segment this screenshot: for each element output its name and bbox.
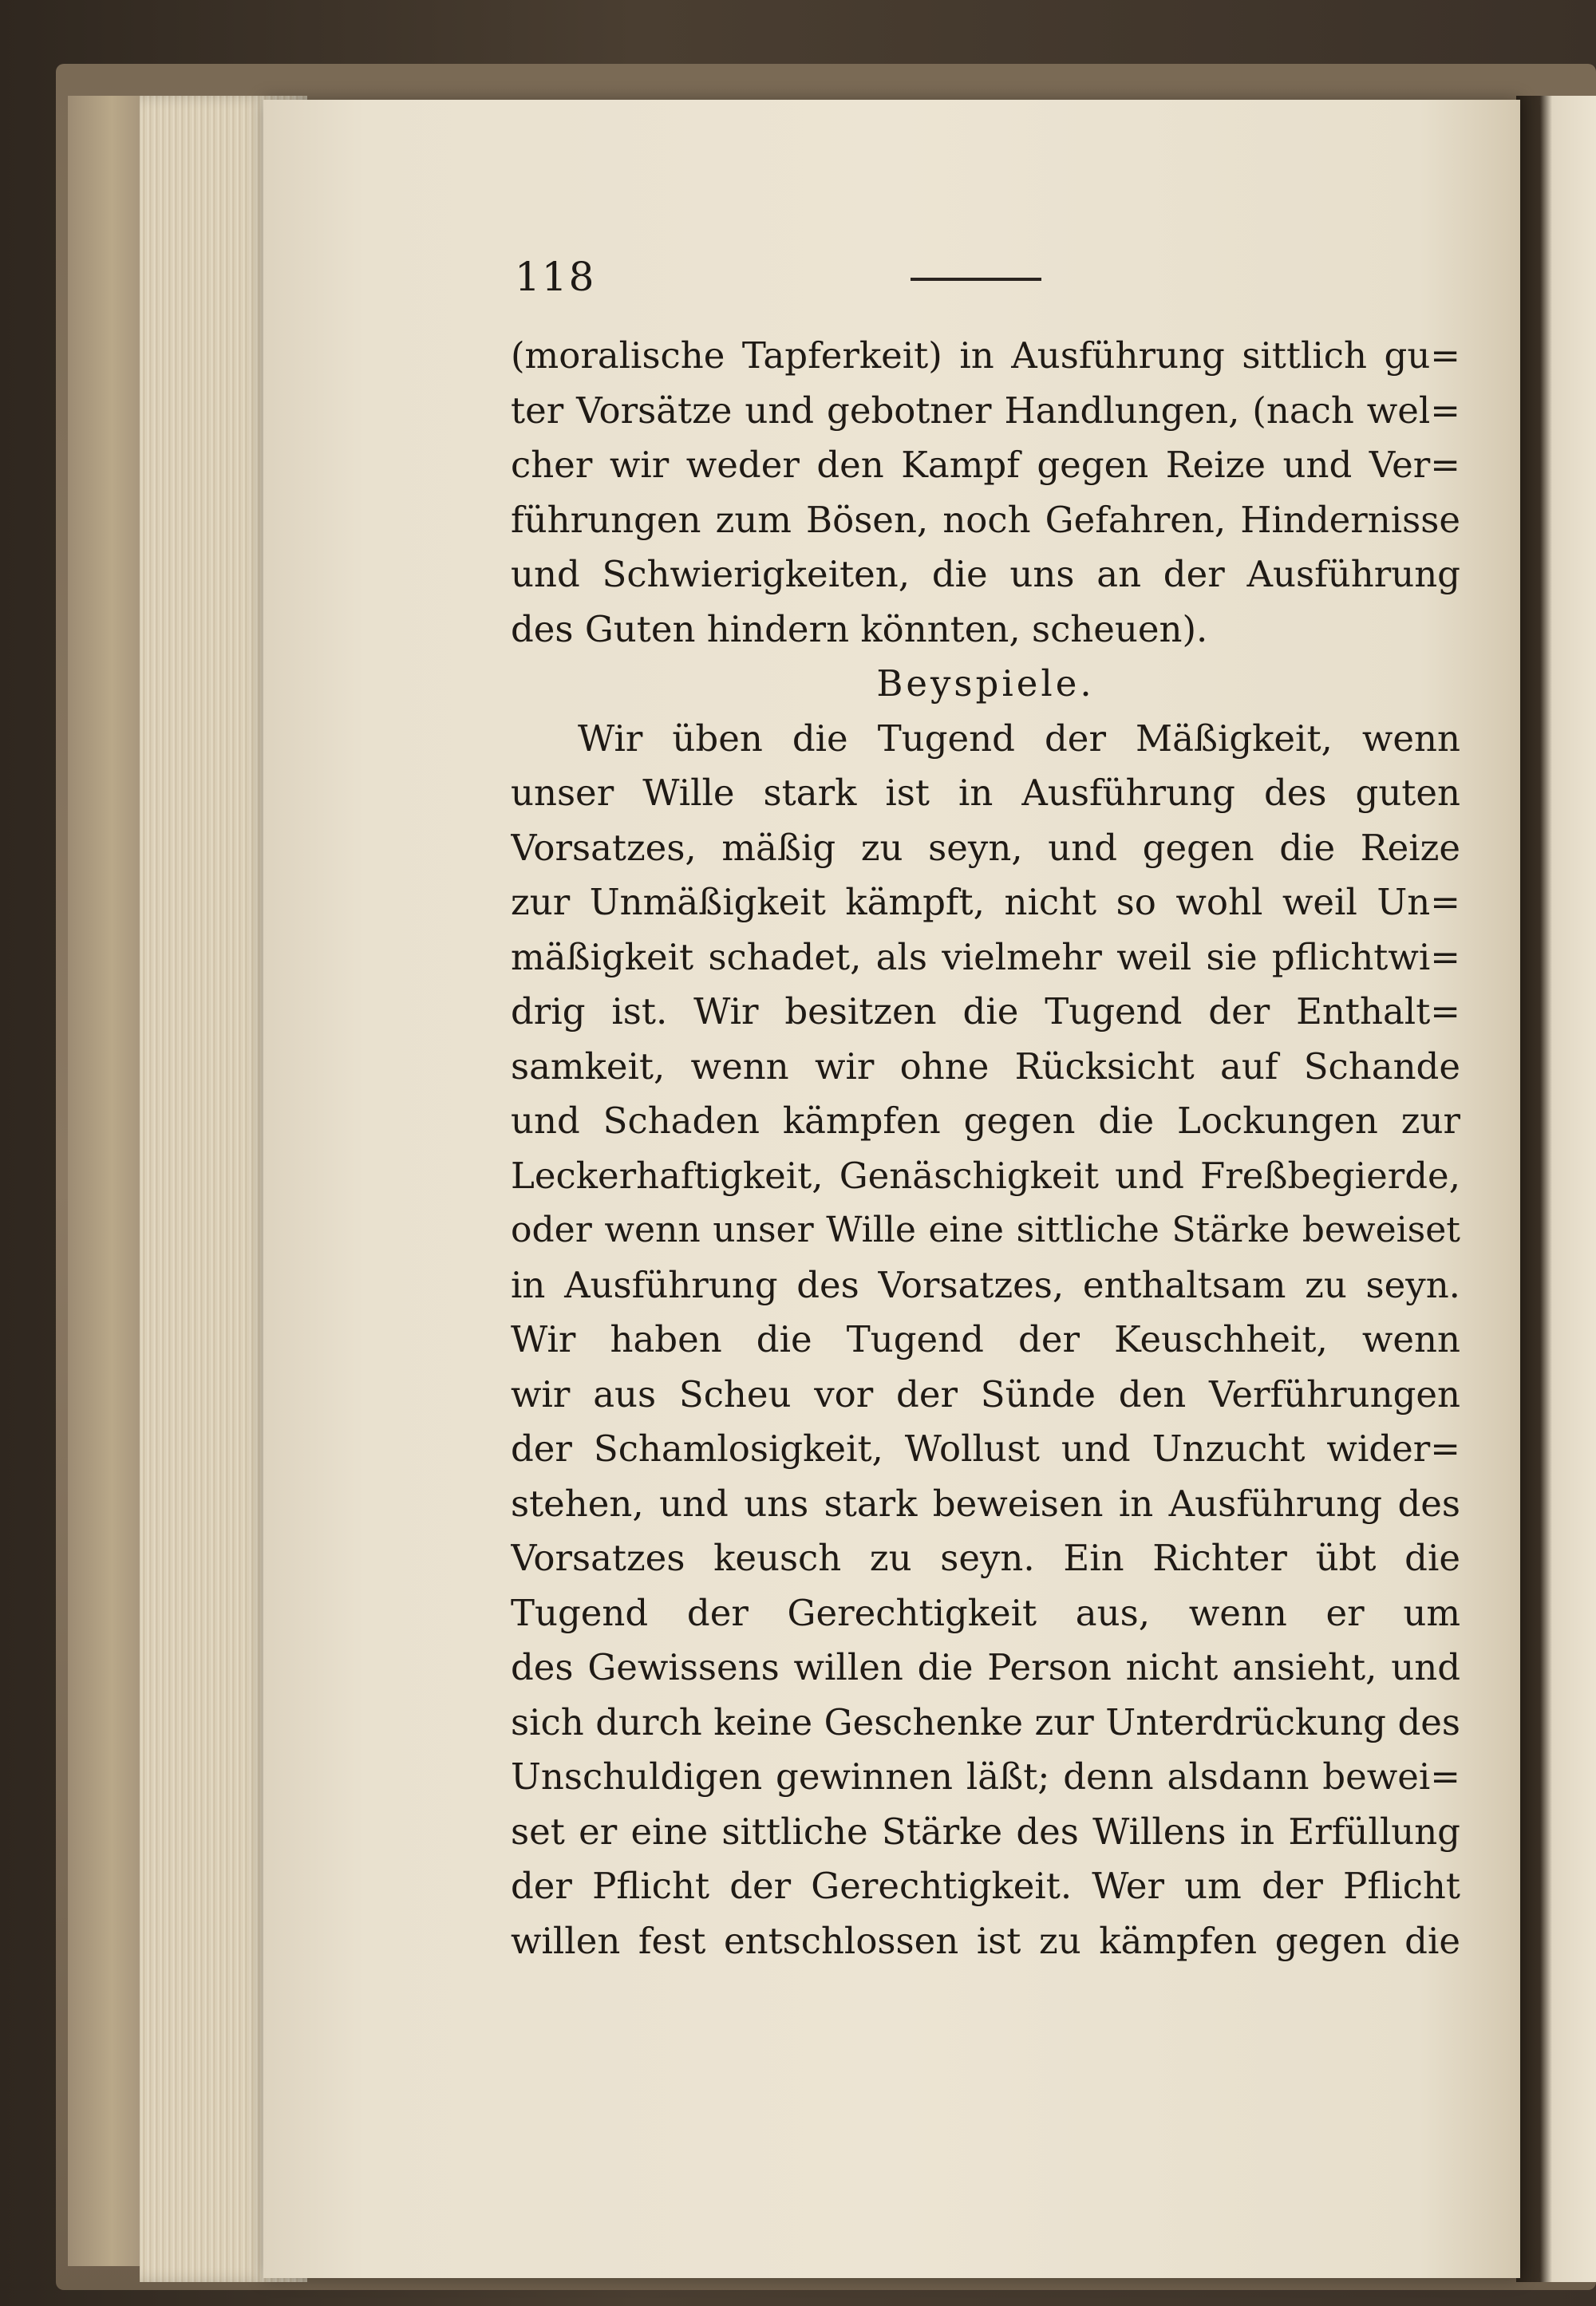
facing-page-edge	[1516, 96, 1596, 2282]
text-line: cher wir weder den Kampf gegen Reize und Ver=	[511, 444, 1460, 486]
text-line: des Guten hindern könnten, scheuen).	[511, 607, 1208, 650]
text-line: sich durch keine Geschenke zur Unterdrückung des	[511, 1700, 1460, 1743]
page-body	[511, 329, 1460, 1968]
cover-edge	[68, 96, 148, 2266]
text-line: der Pflicht der Gerechtigkeit. Wer um der Pflicht	[511, 1865, 1460, 1907]
header-rule	[911, 278, 1041, 281]
text-line: unser Wille stark ist in Ausführung des guten	[511, 772, 1460, 814]
text-line: mäßigkeit schadet, als vielmehr weil sie pflichtwi=	[511, 935, 1460, 978]
text-line: stehen, und uns stark beweisen in Ausführung des	[511, 1482, 1460, 1525]
text-line: (moralische Tapferkeit) in Ausführung sittlich gu=	[511, 334, 1460, 377]
text-line: Leckerhaftigkeit, Genäschigkeit und Freßbegierde,	[511, 1154, 1460, 1197]
text-line: und Schwierigkeiten, die uns an der Ausführung	[511, 553, 1460, 595]
text-line: wir aus Scheu vor der Sünde den Verführungen	[511, 1372, 1460, 1416]
text-line: Vorsatzes keusch zu seyn. Ein Richter übt die	[511, 1537, 1460, 1579]
text-line: in Ausführung des Vorsatzes, enthaltsam zu seyn.	[511, 1263, 1460, 1306]
text-line: des Gewissens willen die Person nicht ansieht, und	[511, 1646, 1460, 1688]
text-line: oder wenn unser Wille eine sittliche Stärke beweiset	[511, 1210, 1460, 1250]
page-header	[515, 254, 1456, 310]
text-line: Wir üben die Tugend der Mäßigkeit, wenn	[578, 717, 1460, 760]
section-heading: Beyspiele.	[876, 662, 1095, 705]
text-line: zur Unmäßigkeit kämpft, nicht so wohl weil Un=	[511, 881, 1460, 923]
text-line: Wir haben die Tugend der Keuschheit, wenn	[511, 1318, 1460, 1360]
text-line: Tugend der Gerechtigkeit aus, wenn er um	[511, 1591, 1460, 1634]
text-line: set er eine sittliche Stärke des Willens in Erfüllung	[511, 1810, 1460, 1853]
text-line: drig ist. Wir besitzen die Tugend der Enthalt=	[511, 990, 1460, 1033]
text-line: samkeit, wenn wir ohne Rücksicht auf Schande	[511, 1044, 1460, 1088]
text-line: Unschuldigen gewinnen läßt; denn alsdann bewei=	[511, 1755, 1460, 1798]
text-line: ter Vorsätze und gebotner Handlungen, (nach wel=	[511, 389, 1460, 432]
text-line: führungen zum Bösen, noch Gefahren, Hindernisse	[511, 498, 1460, 541]
text-line: der Schamlosigkeit, Wollust und Unzucht wider=	[511, 1427, 1460, 1470]
text-line: Vorsatzes, mäßig zu seyn, und gegen die Reize	[511, 826, 1460, 869]
text-line: willen fest entschlossen ist zu kämpfen gegen die	[511, 1919, 1460, 1962]
text-line: und Schaden kämpfen gegen die Lockungen zur	[511, 1100, 1460, 1142]
page-number: 118	[515, 254, 596, 300]
